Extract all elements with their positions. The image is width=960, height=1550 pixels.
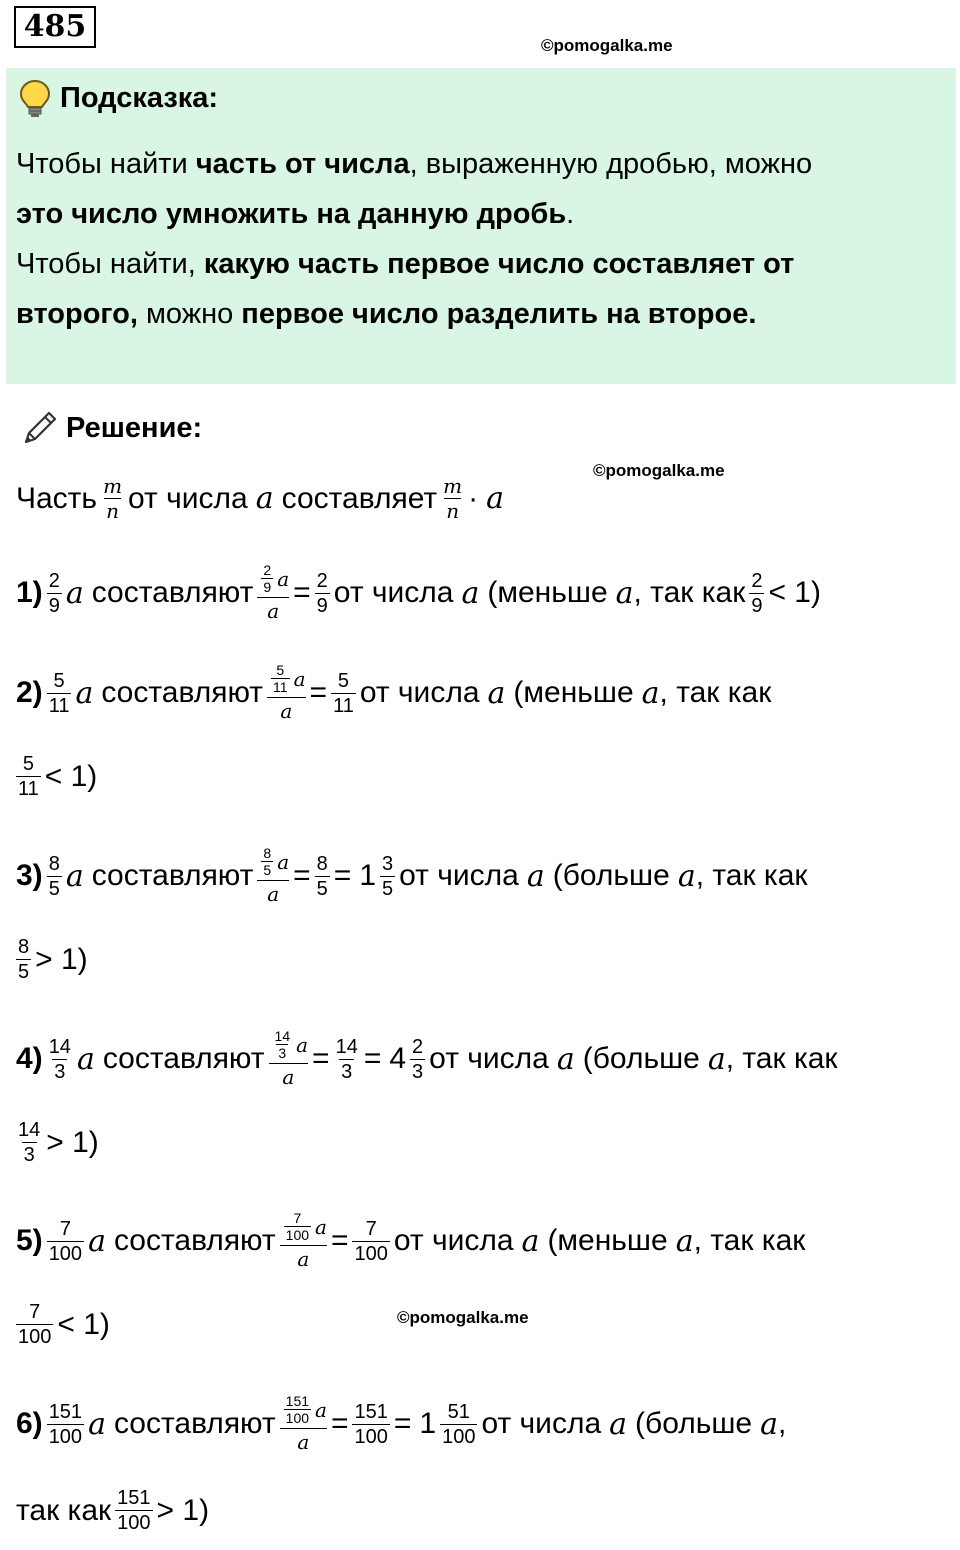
solution-title: Решение: [66, 411, 203, 444]
comparison: > 1) [46, 1125, 99, 1159]
pencil-icon [20, 408, 60, 448]
solution-item-3: 3) $\frac{8}{5}$ a составляют $\frac{8}{5}$ a a = $\frac{8}{5}$ = 1 $\frac{3}{5}$ от числа a (больше a , так как [16, 845, 808, 906]
solution-item-6: 6) $\frac{151}{100}$ a составляют $\frac{151}{100}$ a a = $\frac{151}{100}$ = 1 $\frac{51}{100}$ от числа a (больше a , [16, 1393, 787, 1454]
hint-line-1 [16, 139, 812, 189]
word: (меньше [487, 576, 608, 609]
complex-fraction: $\frac{2}{9}$ a a [257, 562, 289, 624]
complex-fraction: $\frac{7}{100}$ a a [280, 1210, 327, 1272]
solution-header [20, 408, 202, 448]
item-label: 4) [16, 1042, 43, 1075]
item-label: 6) [16, 1407, 43, 1440]
word: от числа [333, 576, 454, 609]
item-label: 2) [16, 676, 43, 709]
complex-fraction: $\frac{8}{5}$ a a [257, 845, 289, 907]
hint-line-3 [16, 239, 794, 289]
solution-item-4: 4) $\frac{14}{3}$ a составляют $\frac{14}{3}$ a a = $\frac{14}{3}$ = 4 $\frac{2}{3}$ от числа a (больше a , так как [16, 1028, 838, 1089]
watermark: ©pomogalka.me [397, 1308, 529, 1327]
mixed-number: 1 $\frac{3}{5}$ [359, 852, 394, 900]
item-label: 5) [16, 1224, 43, 1257]
task-number: 485 [14, 6, 96, 48]
frac-den: n [106, 499, 119, 523]
hint-bold: это число умножить на данную дробь [16, 198, 567, 230]
word: так как [16, 1493, 112, 1527]
hint-text: Чтобы найти [16, 148, 196, 180]
intro-text: от числа [128, 481, 248, 515]
solution-item-2-cont: $\frac{5}{11}$ < 1) [18, 753, 98, 800]
complex-fraction: $\frac{5}{11}$ a a [267, 662, 305, 724]
hint-title: Подсказка: [60, 81, 219, 114]
solution-item-5: 5) $\frac{7}{100}$ a составляют $\frac{7}{100}$ a a = $\frac{7}{100}$ от числа a (меньше a , так как [16, 1210, 806, 1271]
comparison: < 1) [57, 1307, 110, 1341]
word: составляют [91, 576, 254, 609]
var-a: a [255, 481, 274, 516]
solution-item-2: 2) $\frac{5}{11}$ a составляют $\frac{5}{11}$ a a = $\frac{5}{11}$ от числа a (меньше a , так как [16, 662, 772, 723]
hint-text: Чтобы найти, [16, 248, 204, 280]
frac-num: 2 [48, 569, 60, 592]
complex-fraction: $\frac{14}{3}$ a a [269, 1028, 309, 1090]
word: , так как [633, 576, 746, 609]
hint-text: , выраженную дробью, можно [409, 148, 813, 180]
solution-item-5-cont: $\frac{7}{100}$ < 1) [18, 1301, 110, 1348]
frac-den: n [446, 499, 460, 523]
hint-bold: часть от числа [195, 148, 410, 180]
solution-item-6-cont: так как $\frac{151}{100}$ > 1) [16, 1487, 210, 1534]
fraction-m-n [101, 474, 124, 523]
hint-text: можно [137, 298, 242, 330]
hint-line-4 [16, 289, 756, 339]
solution-item-1: 1) $\frac{2}{9}$ a составляют $\frac{2}{9}$ a a = $\frac{2}{9}$ от числа a (меньше a , так как $\frac{2}{9}$ < 1) [16, 562, 821, 623]
comparison: < 1) [44, 759, 98, 793]
mixed-number: 4 $\frac{2}{3}$ [389, 1035, 424, 1083]
dot: · [468, 481, 479, 515]
lightbulb-icon [18, 78, 52, 118]
complex-fraction: $\frac{151}{100}$ a a [280, 1393, 327, 1455]
hint-bold: второго, [16, 298, 138, 330]
var-a: a [486, 481, 505, 516]
comparison: > 1) [35, 942, 88, 976]
item-label: 1) [16, 576, 43, 609]
intro-line [16, 474, 504, 523]
intro-text: составляет [281, 481, 438, 515]
hint-header [18, 78, 218, 118]
hint-text: . [566, 198, 575, 230]
item-label: 3) [16, 859, 43, 892]
watermark: ©pomogalka.me [593, 461, 725, 480]
hint-bold: первое число разделить на второе. [241, 298, 757, 330]
frac-den: 9 [48, 594, 60, 617]
solution-item-3-cont: $\frac{8}{5}$ > 1) [18, 936, 88, 983]
word: составляют [101, 676, 264, 709]
comparison: > 1) [156, 1493, 210, 1527]
watermark: ©pomogalka.me [541, 36, 673, 55]
comparison: < 1) [768, 576, 821, 609]
solution-item-4-cont: $\frac{14}{3}$ > 1) [18, 1119, 99, 1166]
intro-text: Часть [16, 481, 98, 515]
frac-num: m [443, 474, 463, 498]
hint-line-2 [16, 189, 574, 239]
hint-bold: какую часть первое число составляет от [203, 248, 795, 280]
var-a: a [65, 575, 84, 611]
mixed-number: 1 $\frac{51}{100}$ [419, 1400, 476, 1448]
equals: = [293, 576, 311, 609]
fraction-m-n [441, 474, 464, 523]
frac-num: m [103, 474, 123, 498]
